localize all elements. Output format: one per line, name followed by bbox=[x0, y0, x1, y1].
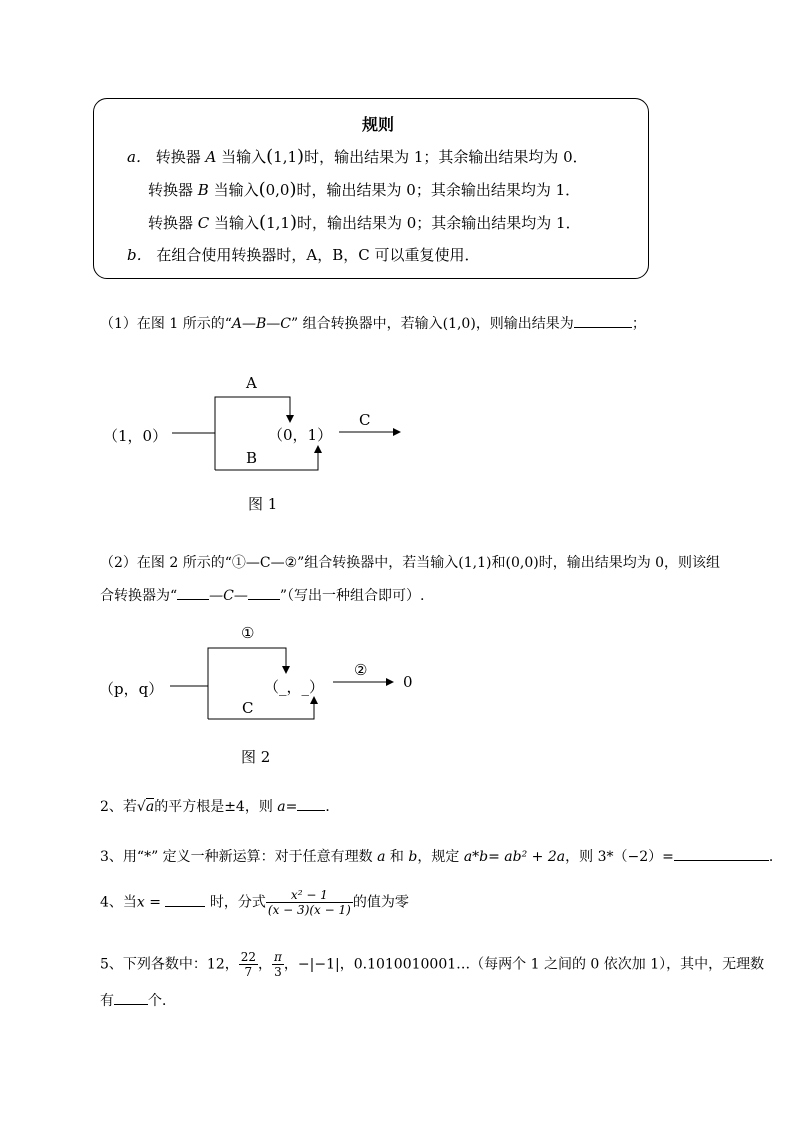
q5-numerator: x² − 1 bbox=[266, 888, 353, 903]
fig2-right-label: ② bbox=[354, 661, 368, 679]
fig2-bottom-label: C bbox=[242, 699, 254, 717]
q5-denominator: (x − 3)(x − 1) bbox=[267, 903, 351, 917]
q4-definition: a*b= ab² + 2a bbox=[463, 849, 566, 865]
fig2-bottom-path bbox=[208, 697, 314, 719]
rule-line-converter-b: 转换器 B 当输入(0,0)时，输出结果为 0；其余输出结果均为 1． bbox=[148, 179, 581, 200]
q2-line2-mid: —C— bbox=[209, 588, 248, 604]
q3-eq: = bbox=[285, 799, 298, 815]
q5-answer-blank[interactable] bbox=[165, 894, 205, 907]
fig1-bottom-label: B bbox=[246, 449, 258, 467]
q6-answer-blank[interactable] bbox=[114, 992, 148, 1005]
q4-pre: 3、用“*” 定义一种新运算：对于任意有理数 bbox=[100, 849, 378, 865]
rule-label-a: a． bbox=[127, 148, 151, 166]
fig1-top-label: A bbox=[246, 374, 257, 392]
q4-end: ． bbox=[768, 849, 783, 865]
q2-line2-pre: 合转换器为“ bbox=[100, 588, 178, 604]
question-2-line-2 bbox=[100, 585, 425, 605]
rule-a-mid: 当输入 bbox=[216, 148, 267, 166]
q6-fraction-22-7 bbox=[239, 950, 258, 979]
fig1-middle-label: （0，1） bbox=[268, 426, 333, 444]
q3-mid: 的平方根是±4，则 bbox=[154, 799, 278, 815]
rule-b-post: 时，输出结果为 0；其余输出结果均为 1． bbox=[296, 181, 581, 199]
fig1-input-label: （1，0） bbox=[103, 427, 168, 445]
q4-mid2: ，则 bbox=[565, 849, 598, 865]
q6-f2-denominator: 3 bbox=[274, 965, 282, 979]
fig2-middle-label: （_，_） bbox=[264, 678, 325, 696]
rule-label-b: b． bbox=[127, 246, 152, 264]
question-6-line-1 bbox=[100, 950, 764, 979]
rule-b-pre: 转换器 bbox=[148, 181, 198, 199]
q2-and: 和 bbox=[491, 555, 506, 571]
q1-post: ，则输出结果为 bbox=[475, 316, 574, 332]
converter-b-name: B bbox=[197, 181, 209, 199]
q4-answer-blank[interactable] bbox=[674, 848, 769, 861]
question-5 bbox=[100, 888, 409, 917]
question-2-line-1 bbox=[100, 552, 720, 572]
converter-c-name: C bbox=[197, 214, 210, 232]
q3-var: a bbox=[277, 799, 286, 815]
fig2-caption: 图 2 bbox=[241, 748, 271, 766]
q1-mid: ” 组合转换器中，若输入 bbox=[291, 316, 443, 332]
converter-a-name: A bbox=[205, 148, 217, 166]
rule-c-pre: 转换器 bbox=[148, 214, 198, 232]
q1-combo: A—B—C bbox=[231, 316, 291, 332]
fig1-bottom-path bbox=[215, 446, 318, 470]
q5-x: x bbox=[136, 894, 145, 911]
q2-line1-pre: （2）在图 2 所示的“①—C—②”组合转换器中，若当输入 bbox=[100, 555, 459, 571]
q2-input-1: (1,1) bbox=[458, 555, 492, 571]
fig1-right-label: C bbox=[359, 411, 371, 429]
rules-title: 规则 bbox=[362, 115, 395, 134]
q4-a: a bbox=[377, 849, 386, 865]
rule-b-mid: 当输入 bbox=[208, 181, 259, 199]
rule-c-post: 时，输出结果为 0；其余输出结果均为 1． bbox=[296, 214, 581, 232]
q6-line2-post: 个． bbox=[148, 993, 176, 1009]
rule-line-a-converter-a: a． 转换器 A 当输入(1,1)时，输出结果为 1；其余输出结果均为 0． bbox=[127, 146, 588, 167]
rule-a-input: 1,1 bbox=[273, 148, 298, 166]
q6-abs-value: −|−1| bbox=[297, 956, 340, 973]
rule-c-input: 1,1 bbox=[266, 214, 290, 232]
q4-mid: ，规定 bbox=[417, 849, 464, 865]
q5-fraction bbox=[266, 888, 353, 917]
rule-line-converter-c: 转换器 C 当输入(1,1)时，输出结果为 0；其余输出结果均为 1． bbox=[148, 212, 581, 233]
q6-sep2: ， bbox=[283, 956, 298, 973]
q2-input-2: (0,0) bbox=[505, 555, 539, 571]
q6-line2-pre: 有 bbox=[100, 993, 114, 1009]
q6-f1-denominator: 7 bbox=[244, 965, 253, 979]
q4-b: b bbox=[408, 849, 418, 865]
q1-input: (1,0) bbox=[442, 316, 476, 332]
rule-b-text: 在组合使用转换器时，A，B，C 可以重复使用． bbox=[156, 246, 480, 264]
q2-answer-blank-1[interactable] bbox=[177, 587, 209, 600]
q6-line1-post: ，0.1010010001…（每两个 1 之间的 0 依次加 1），其中，无理数 bbox=[339, 956, 765, 973]
q6-sep1: ， bbox=[258, 956, 273, 973]
q2-line1-post: 时，输出结果均为 0，则该组 bbox=[538, 555, 721, 571]
sqrt-symbol: √ bbox=[136, 799, 146, 815]
rule-a-post: 时，输出结果为 1；其余输出结果均为 0． bbox=[304, 148, 588, 166]
q6-f1-numerator: 22 bbox=[240, 950, 257, 964]
q3-sqrt-var: a bbox=[145, 799, 155, 815]
q5-post: 的值为零 bbox=[352, 894, 409, 911]
q2-line2-post: ”（写出一种组合即可）. bbox=[279, 588, 425, 604]
fig2-input-label: （p，q） bbox=[99, 680, 164, 698]
fig1-caption: 图 1 bbox=[248, 495, 278, 513]
rule-b-input: 0,0 bbox=[265, 181, 290, 199]
question-6-line-2 bbox=[100, 990, 176, 1010]
q3-end: ． bbox=[325, 799, 340, 815]
rule-a-pre: 转换器 bbox=[155, 148, 206, 166]
q1-end: ； bbox=[631, 316, 646, 332]
q4-and: 和 bbox=[385, 849, 409, 865]
q6-line1-pre: 5、下列各数中：12， bbox=[100, 956, 239, 973]
q6-f2-numerator: π bbox=[274, 950, 282, 964]
fig2-top-label: ① bbox=[241, 624, 255, 642]
q2-answer-blank-2[interactable] bbox=[248, 587, 280, 600]
q4-expression: 3*（−2）= bbox=[597, 849, 674, 865]
question-4 bbox=[100, 846, 783, 866]
q5-pre: 4、当 bbox=[100, 894, 137, 911]
q1-pre: （1）在图 1 所示的“ bbox=[100, 316, 232, 332]
q5-mid: 时，分式 bbox=[205, 894, 266, 911]
question-3 bbox=[100, 796, 339, 816]
q3-answer-blank[interactable] bbox=[297, 798, 325, 811]
q6-fraction-pi-3 bbox=[272, 950, 284, 979]
q3-pre: 2、若 bbox=[100, 799, 137, 815]
q5-eq: = bbox=[144, 894, 166, 911]
fig2-output-label: 0 bbox=[403, 673, 413, 691]
rule-c-mid: 当输入 bbox=[209, 214, 260, 232]
